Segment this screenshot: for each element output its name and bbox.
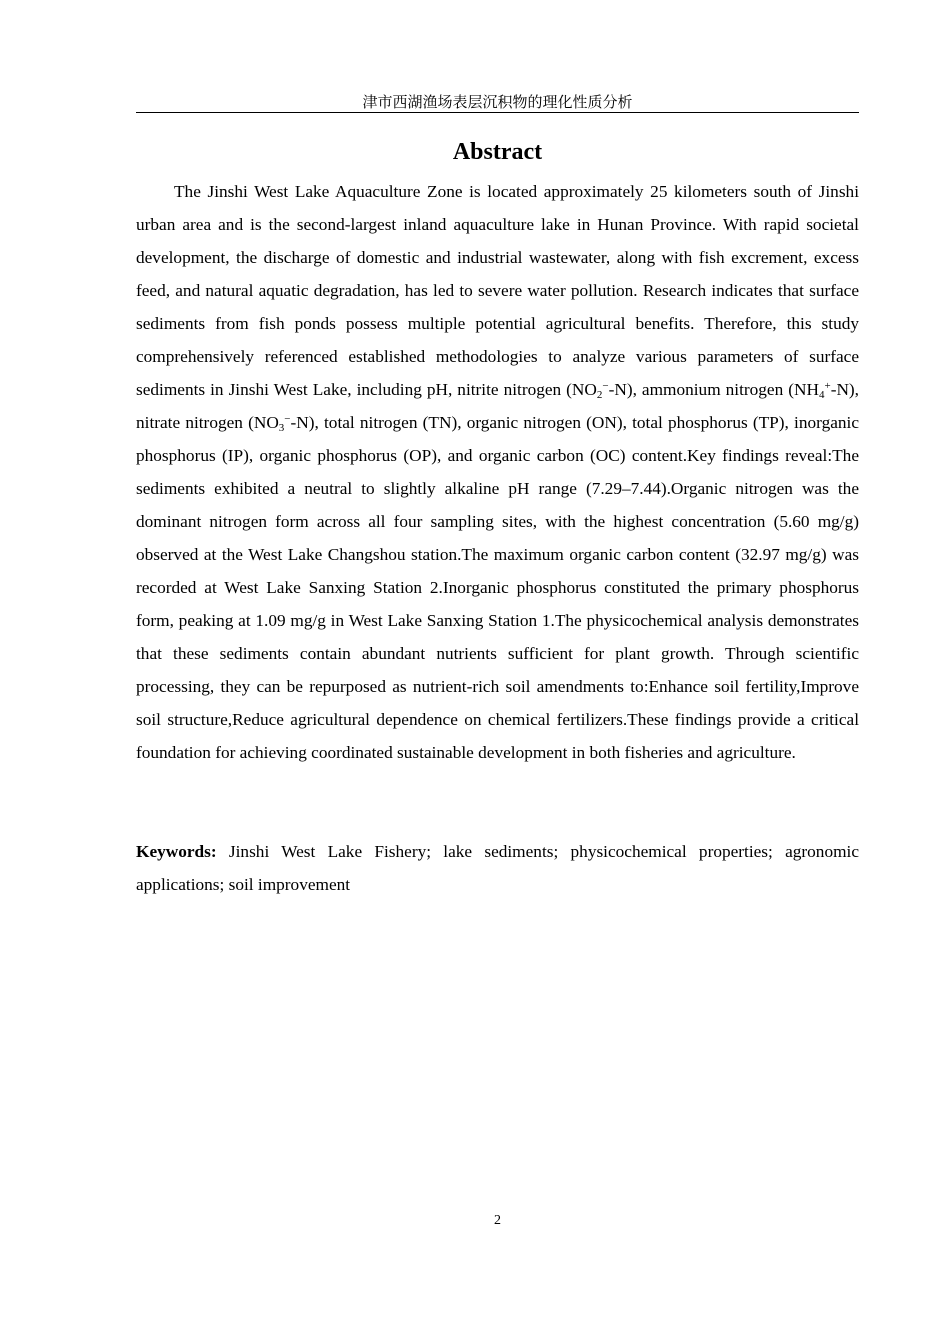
abstract-text-part-4: -N), total nitrogen (TN), organic nitrogen (ON), total phosphorus (TP), inorganic phosphorus (IP), organic phosphorus (OP), and organic carbon (OC) content.Key findings reveal:The sediments exhibited a neutral to slightly alkaline pH range (7.29–7.44).Organic nitrogen was the dominant nitrogen form across all four sampling sites, with the highest concentration (5.60 mg/g) observed at the West Lake Changshou station.The maximum organic carbon content (32.97 mg/g) was recorded at West Lake Sanxing Station 2.Inorganic phosphorus constituted the primary phosphorus form, peaking at 1.09 mg/g in West Lake Sanxing Station 1.The physicochemical analysis demonstrates that these sediments contain abundant nutrients sufficient for plant growth. Through scientific processing, they can be repurposed as nutrient-rich soil amendments to:Enhance soil fertility,Improve soil structure,Reduce agricultural dependence on chemical fertilizers.These findings provide a critical foundation for achieving coordinated sustainable development in both fisheries and agriculture. [136,413,859,762]
abstract-title: Abstract [452,139,543,165]
running-title: 津市西湖渔场表层沉积物的理化性质分析 [362,93,633,111]
abstract-text-part-2: -N), ammonium nitrogen (NH [608,380,819,399]
keywords-paragraph [136,835,859,901]
abstract-paragraph [136,175,859,769]
no3-superscript: − [284,413,291,425]
running-header [136,92,859,113]
no3-subscript: 3 [278,422,285,434]
abstract-text-part-1: The Jinshi West Lake Aquaculture Zone is located approximately 25 kilometers south of Jinshi urban area and is the second-largest inland aquaculture lake in Hunan Province. With rapid societal development, the discharge of domestic and industrial wastewater, along with fish excrement, excess feed, and natural aquatic degradation, has led to severe water pollution. Research indicates that surface sediments from fish ponds possess multiple potential agricultural benefits. Therefore, this study comprehensively referenced established methodologies to analyze various parameters of surface sediments in Jinshi West Lake, including pH, nitrite nitrogen (NO [136,182,859,399]
nh4-superscript: + [824,380,831,392]
no2-superscript: − [602,380,609,392]
abstract-text-part-3: -N), nitrate nitrogen (NO [136,380,859,432]
no2-subscript: 2 [596,389,603,401]
nh4-subscript: 4 [818,389,825,401]
keywords-text: Jinshi West Lake Fishery; lake sediments; physicochemical properties; agronomic applications; soil improvement [136,842,859,894]
page-number: 2 [494,1213,501,1228]
keywords-label: Keywords: [136,842,217,861]
